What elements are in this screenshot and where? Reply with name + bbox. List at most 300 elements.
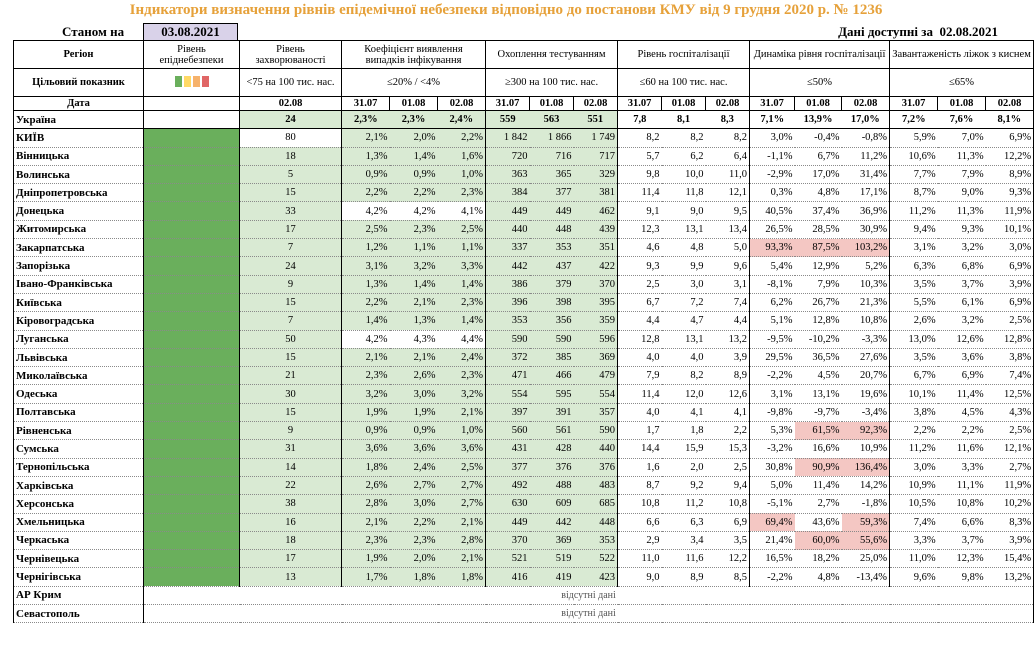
- region-name: Черкаська: [14, 531, 144, 549]
- beds-value-3: 3,0%: [986, 239, 1034, 257]
- dyn-value-1: 7,1%: [750, 111, 795, 129]
- test-value-3: 439: [574, 220, 618, 238]
- dyn-value-1: 40,5%: [750, 202, 795, 220]
- dyn-value-2: -9,7%: [795, 403, 842, 421]
- beds-value-2: 6,1%: [938, 293, 986, 311]
- region-name: Хмельницька: [14, 513, 144, 531]
- dyn-value-3: 10,9%: [842, 440, 890, 458]
- dyn-value-2: 7,9%: [795, 275, 842, 293]
- beds-value-3: 15,4%: [986, 550, 1034, 568]
- det-value-2: 2,2%: [390, 513, 438, 531]
- det-value-3: 2,8%: [438, 531, 486, 549]
- region-name: Чернівецька: [14, 550, 144, 568]
- level-cell: [144, 440, 240, 458]
- region-name: Україна: [14, 111, 144, 129]
- det-value-2: 2,3%: [390, 220, 438, 238]
- dyn-value-3: 36,9%: [842, 202, 890, 220]
- hosp-value-2: 9,9: [662, 257, 706, 275]
- dyn-value-2: 61,5%: [795, 422, 842, 440]
- hosp-value-1: 9,8: [618, 165, 662, 183]
- dyn-value-1: -2,2%: [750, 367, 795, 385]
- region-name: Херсонська: [14, 495, 144, 513]
- beds-value-3: 12,5%: [986, 385, 1034, 403]
- target-hosp: ≤60 на 100 тис. нас.: [618, 69, 750, 97]
- hosp-value-3: 12,6: [706, 385, 750, 403]
- incidence-value: 80: [240, 129, 342, 147]
- region-name: Харківська: [14, 476, 144, 494]
- det-value-2: 3,0%: [390, 495, 438, 513]
- dyn-value-2: 4,8%: [795, 184, 842, 202]
- hosp-value-2: 15,9: [662, 440, 706, 458]
- table-row: [14, 239, 1034, 257]
- det-value-2: 4,3%: [390, 330, 438, 348]
- beds-value-3: 12,2%: [986, 147, 1034, 165]
- date-test-1: 31.07: [486, 97, 530, 111]
- beds-value-2: 7,9%: [938, 165, 986, 183]
- hosp-value-2: 11,2: [662, 495, 706, 513]
- hosp-value-2: 4,8: [662, 239, 706, 257]
- hosp-value-3: 3,5: [706, 531, 750, 549]
- region-name: Львівська: [14, 348, 144, 366]
- det-value-2: 0,9%: [390, 165, 438, 183]
- hosp-value-1: 8,2: [618, 129, 662, 147]
- beds-value-1: 6,3%: [890, 257, 938, 275]
- beds-value-1: 3,8%: [890, 403, 938, 421]
- test-value-3: 357: [574, 403, 618, 421]
- test-value-2: 466: [530, 367, 574, 385]
- level-cell: [144, 257, 240, 275]
- test-value-3: 483: [574, 476, 618, 494]
- hosp-value-2: 4,7: [662, 312, 706, 330]
- level-cell: [144, 165, 240, 183]
- hosp-value-1: 1,7: [618, 422, 662, 440]
- beds-value-2: 3,6%: [938, 348, 986, 366]
- dyn-value-1: 69,4%: [750, 513, 795, 531]
- det-value-3: 3,2%: [438, 385, 486, 403]
- hosp-value-2: 8,9: [662, 568, 706, 586]
- beds-value-1: 8,7%: [890, 184, 938, 202]
- test-value-3: 353: [574, 531, 618, 549]
- table-row: [14, 147, 1034, 165]
- test-value-1: 386: [486, 275, 530, 293]
- beds-value-3: 2,7%: [986, 458, 1034, 476]
- beds-value-3: 9,3%: [986, 184, 1034, 202]
- date-hosp-1: 31.07: [618, 97, 662, 111]
- beds-value-1: 2,2%: [890, 422, 938, 440]
- hosp-value-2: 10,0: [662, 165, 706, 183]
- hosp-value-1: 11,4: [618, 385, 662, 403]
- beds-value-1: 11,2%: [890, 440, 938, 458]
- region-name: Житомирська: [14, 220, 144, 238]
- dyn-value-2: 13,9%: [795, 111, 842, 129]
- hosp-value-2: 4,0: [662, 348, 706, 366]
- level-cell: [144, 147, 240, 165]
- test-value-1: 397: [486, 403, 530, 421]
- det-value-1: 1,4%: [342, 312, 390, 330]
- test-value-2: 353: [530, 239, 574, 257]
- det-value-2: 1,9%: [390, 403, 438, 421]
- table-row: [14, 202, 1034, 220]
- test-value-3: 376: [574, 458, 618, 476]
- table-row: [14, 568, 1034, 586]
- dyn-value-2: 37,4%: [795, 202, 842, 220]
- dyn-value-2: 26,7%: [795, 293, 842, 311]
- dyn-value-1: 26,5%: [750, 220, 795, 238]
- det-value-2: 2,1%: [390, 293, 438, 311]
- hosp-value-3: 11,0: [706, 165, 750, 183]
- dyn-value-1: 5,4%: [750, 257, 795, 275]
- data-available: [838, 24, 998, 40]
- table-row: [14, 550, 1034, 568]
- beds-value-1: 11,2%: [890, 202, 938, 220]
- region-name: Полтавська: [14, 403, 144, 421]
- hosp-value-3: 3,1: [706, 275, 750, 293]
- incidence-value: 21: [240, 367, 342, 385]
- det-value-3: 1,0%: [438, 165, 486, 183]
- header-incidence: Рівень захворюваності: [240, 41, 342, 69]
- table-row: [14, 385, 1034, 403]
- hosp-value-3: 2,5: [706, 458, 750, 476]
- region-name: Миколаївська: [14, 367, 144, 385]
- hosp-value-3: 3,9: [706, 348, 750, 366]
- test-value-1: 630: [486, 495, 530, 513]
- target-testing: ≥300 на 100 тис. нас.: [486, 69, 618, 97]
- incidence-value: 22: [240, 476, 342, 494]
- hosp-value-2: 8,1: [662, 111, 706, 129]
- beds-value-2: 3,7%: [938, 275, 986, 293]
- beds-value-1: 3,0%: [890, 458, 938, 476]
- region-name: Тернопільська: [14, 458, 144, 476]
- table-row: [14, 257, 1034, 275]
- level-cell: [144, 385, 240, 403]
- beds-value-3: 6,9%: [986, 129, 1034, 147]
- test-value-1: 372: [486, 348, 530, 366]
- table-row: [14, 348, 1034, 366]
- beds-value-1: 10,6%: [890, 147, 938, 165]
- dyn-value-1: 5,3%: [750, 422, 795, 440]
- region-name: Волинська: [14, 165, 144, 183]
- det-value-3: 1,8%: [438, 568, 486, 586]
- beds-value-1: 5,9%: [890, 129, 938, 147]
- dyn-value-1: 0,3%: [750, 184, 795, 202]
- beds-value-3: 11,9%: [986, 476, 1034, 494]
- hosp-value-3: 5,0: [706, 239, 750, 257]
- region-name: Івано-Франківська: [14, 275, 144, 293]
- dyn-value-3: 55,6%: [842, 531, 890, 549]
- hosp-value-1: 4,4: [618, 312, 662, 330]
- hosp-value-3: 6,4: [706, 147, 750, 165]
- table-row: [14, 184, 1034, 202]
- date-label: Дата: [14, 97, 144, 111]
- header-hosp-dyn: Динаміка рівня госпіталізації: [750, 41, 890, 69]
- hosp-value-1: 7,8: [618, 111, 662, 129]
- hosp-value-3: 2,2: [706, 422, 750, 440]
- table-body: [14, 111, 1034, 623]
- test-value-2: 369: [530, 531, 574, 549]
- det-value-2: 4,2%: [390, 202, 438, 220]
- det-value-1: 2,1%: [342, 129, 390, 147]
- incidence-value: 17: [240, 550, 342, 568]
- incidence-value: 15: [240, 293, 342, 311]
- missing-data-note: відсутні дані: [144, 605, 1034, 623]
- hosp-value-2: 11,6: [662, 550, 706, 568]
- date-dyn-2: 01.08: [795, 97, 842, 111]
- det-value-1: 0,9%: [342, 422, 390, 440]
- dyn-value-3: 19,6%: [842, 385, 890, 403]
- test-value-1: 384: [486, 184, 530, 202]
- table-row: [14, 440, 1034, 458]
- hosp-value-1: 4,0: [618, 403, 662, 421]
- level-cell: [144, 476, 240, 494]
- test-value-2: 376: [530, 458, 574, 476]
- test-value-3: 370: [574, 275, 618, 293]
- beds-value-3: 6,9%: [986, 293, 1034, 311]
- table-row: [14, 220, 1034, 238]
- dyn-value-3: -13,4%: [842, 568, 890, 586]
- region-name: Донецька: [14, 202, 144, 220]
- det-value-1: 2,2%: [342, 184, 390, 202]
- det-value-1: 2,8%: [342, 495, 390, 513]
- test-value-3: 551: [574, 111, 618, 129]
- dyn-value-1: 93,3%: [750, 239, 795, 257]
- dyn-value-3: 10,8%: [842, 312, 890, 330]
- test-value-2: 1 866: [530, 129, 574, 147]
- det-value-1: 1,2%: [342, 239, 390, 257]
- level-cell: [144, 568, 240, 586]
- det-value-3: 2,1%: [438, 513, 486, 531]
- header-region: Регіон: [14, 41, 144, 69]
- dyn-value-2: 13,1%: [795, 385, 842, 403]
- dyn-value-2: 12,9%: [795, 257, 842, 275]
- det-value-1: 1,3%: [342, 147, 390, 165]
- header-level: Рівень епіднебезпеки: [144, 41, 240, 69]
- beds-value-1: 9,6%: [890, 568, 938, 586]
- det-value-3: 1,0%: [438, 422, 486, 440]
- det-value-3: 3,3%: [438, 257, 486, 275]
- incidence-value: 15: [240, 348, 342, 366]
- det-value-3: 2,4%: [438, 111, 486, 129]
- det-value-1: 0,9%: [342, 165, 390, 183]
- region-name: КИЇВ: [14, 129, 144, 147]
- det-value-3: 2,3%: [438, 293, 486, 311]
- det-value-2: 2,7%: [390, 476, 438, 494]
- det-value-1: 3,2%: [342, 385, 390, 403]
- table-row-missing: [14, 586, 1034, 604]
- hosp-value-3: 8,9: [706, 367, 750, 385]
- dyn-value-2: 4,8%: [795, 568, 842, 586]
- beds-value-1: 10,1%: [890, 385, 938, 403]
- beds-value-1: 7,2%: [890, 111, 938, 129]
- beds-value-3: 10,1%: [986, 220, 1034, 238]
- beds-value-3: 2,5%: [986, 312, 1034, 330]
- table-row: [14, 330, 1034, 348]
- test-value-2: 595: [530, 385, 574, 403]
- test-value-2: 609: [530, 495, 574, 513]
- test-value-3: 596: [574, 330, 618, 348]
- test-value-2: 379: [530, 275, 574, 293]
- as-of-date: 03.08.2021: [143, 23, 238, 41]
- hosp-value-2: 11,8: [662, 184, 706, 202]
- beds-value-3: 8,1%: [986, 111, 1034, 129]
- as-of-label: Станом на: [62, 24, 125, 39]
- test-value-1: 471: [486, 367, 530, 385]
- level-swatch-0: [175, 76, 182, 87]
- hosp-value-3: 6,9: [706, 513, 750, 531]
- table-row: [14, 458, 1034, 476]
- dyn-value-3: 10,3%: [842, 275, 890, 293]
- level-cell: [144, 367, 240, 385]
- header-hosp: Рівень госпіталізації: [618, 41, 750, 69]
- test-value-2: 385: [530, 348, 574, 366]
- hosp-value-2: 9,0: [662, 202, 706, 220]
- test-value-3: 448: [574, 513, 618, 531]
- region-name: Київська: [14, 293, 144, 311]
- hosp-value-1: 14,4: [618, 440, 662, 458]
- beds-value-2: 9,3%: [938, 220, 986, 238]
- det-value-1: 2,3%: [342, 111, 390, 129]
- test-value-1: 377: [486, 458, 530, 476]
- dyn-value-1: -5,1%: [750, 495, 795, 513]
- hosp-value-2: 4,1: [662, 403, 706, 421]
- level-cell: [144, 495, 240, 513]
- dyn-value-3: -1,8%: [842, 495, 890, 513]
- dyn-value-2: 43,6%: [795, 513, 842, 531]
- det-value-2: 2,0%: [390, 129, 438, 147]
- det-value-3: 2,5%: [438, 458, 486, 476]
- beds-value-3: 3,8%: [986, 348, 1034, 366]
- beds-value-1: 3,3%: [890, 531, 938, 549]
- level-swatches: [144, 69, 240, 97]
- date-det-3: 02.08: [438, 97, 486, 111]
- dyn-value-1: 21,4%: [750, 531, 795, 549]
- test-value-2: 419: [530, 568, 574, 586]
- incidence-value: 7: [240, 239, 342, 257]
- beds-value-1: 3,5%: [890, 348, 938, 366]
- hosp-value-1: 11,0: [618, 550, 662, 568]
- det-value-1: 3,6%: [342, 440, 390, 458]
- hosp-value-3: 12,1: [706, 184, 750, 202]
- dyn-value-2: 18,2%: [795, 550, 842, 568]
- det-value-1: 1,3%: [342, 275, 390, 293]
- det-value-3: 1,6%: [438, 147, 486, 165]
- hosp-value-2: 12,0: [662, 385, 706, 403]
- beds-value-1: 11,0%: [890, 550, 938, 568]
- beds-value-3: 2,5%: [986, 422, 1034, 440]
- dyn-value-2: -0,4%: [795, 129, 842, 147]
- dyn-value-1: 30,8%: [750, 458, 795, 476]
- date-beds-2: 01.08: [938, 97, 986, 111]
- det-value-1: 2,6%: [342, 476, 390, 494]
- det-value-2: 3,2%: [390, 257, 438, 275]
- test-value-3: 381: [574, 184, 618, 202]
- dyn-value-2: 60,0%: [795, 531, 842, 549]
- dyn-value-2: 2,7%: [795, 495, 842, 513]
- region-name: Севастополь: [14, 605, 144, 623]
- date-dyn-1: 31.07: [750, 97, 795, 111]
- table-row: [14, 293, 1034, 311]
- dyn-value-1: -3,2%: [750, 440, 795, 458]
- table-row: [14, 367, 1034, 385]
- test-value-3: 685: [574, 495, 618, 513]
- det-value-3: 4,4%: [438, 330, 486, 348]
- beds-value-3: 8,3%: [986, 513, 1034, 531]
- level-cell: [144, 422, 240, 440]
- test-value-3: 479: [574, 367, 618, 385]
- hosp-value-3: 7,4: [706, 293, 750, 311]
- beds-value-2: 7,0%: [938, 129, 986, 147]
- beds-value-1: 7,4%: [890, 513, 938, 531]
- det-value-2: 2,2%: [390, 184, 438, 202]
- beds-value-1: 5,5%: [890, 293, 938, 311]
- hosp-value-1: 11,4: [618, 184, 662, 202]
- hosp-value-1: 12,8: [618, 330, 662, 348]
- det-value-2: 1,3%: [390, 312, 438, 330]
- det-value-3: 2,3%: [438, 184, 486, 202]
- test-value-3: 395: [574, 293, 618, 311]
- test-value-1: 449: [486, 513, 530, 531]
- det-value-2: 2,3%: [390, 531, 438, 549]
- table-row: [14, 312, 1034, 330]
- dyn-value-3: 17,1%: [842, 184, 890, 202]
- beds-value-1: 6,7%: [890, 367, 938, 385]
- beds-value-1: 10,5%: [890, 495, 938, 513]
- dyn-value-3: 103,2%: [842, 239, 890, 257]
- incidence-value: 9: [240, 422, 342, 440]
- hosp-value-2: 13,1: [662, 220, 706, 238]
- incidence-value: 33: [240, 202, 342, 220]
- region-name: Одеська: [14, 385, 144, 403]
- test-value-2: 428: [530, 440, 574, 458]
- dyn-value-1: -2,2%: [750, 568, 795, 586]
- header-testing: Охоплення тестуванням: [486, 41, 618, 69]
- hosp-value-3: 13,2: [706, 330, 750, 348]
- incidence-value: 18: [240, 147, 342, 165]
- dyn-value-3: 136,4%: [842, 458, 890, 476]
- beds-value-2: 11,4%: [938, 385, 986, 403]
- beds-value-2: 10,8%: [938, 495, 986, 513]
- date-test-2: 01.08: [530, 97, 574, 111]
- hosp-value-1: 4,6: [618, 239, 662, 257]
- beds-value-2: 9,8%: [938, 568, 986, 586]
- hosp-value-1: 6,7: [618, 293, 662, 311]
- det-value-3: 2,1%: [438, 550, 486, 568]
- hosp-value-3: 8,3: [706, 111, 750, 129]
- beds-value-2: 11,3%: [938, 147, 986, 165]
- det-value-1: 2,3%: [342, 367, 390, 385]
- incidence-value: 30: [240, 385, 342, 403]
- level-cell: [144, 513, 240, 531]
- test-value-2: 561: [530, 422, 574, 440]
- date-level: [144, 97, 240, 111]
- test-value-3: 522: [574, 550, 618, 568]
- beds-value-2: 12,3%: [938, 550, 986, 568]
- dyn-value-3: -3,3%: [842, 330, 890, 348]
- hosp-value-1: 10,8: [618, 495, 662, 513]
- det-value-1: 4,2%: [342, 330, 390, 348]
- report-title: Індикатори визначення рівнів епідемічної небезпеки відповідно до постанови КМУ від 9 грудня 2020 р. № 1236: [129, 2, 883, 18]
- level-cell: [144, 550, 240, 568]
- date-det-2: 01.08: [390, 97, 438, 111]
- test-value-1: 442: [486, 257, 530, 275]
- table-row: [14, 531, 1034, 549]
- hosp-value-1: 8,7: [618, 476, 662, 494]
- test-value-3: 1 749: [574, 129, 618, 147]
- det-value-3: 2,2%: [438, 129, 486, 147]
- dyn-value-2: 36,5%: [795, 348, 842, 366]
- det-value-2: 1,8%: [390, 568, 438, 586]
- dyn-value-3: 25,0%: [842, 550, 890, 568]
- missing-data-note: відсутні дані: [144, 586, 1034, 604]
